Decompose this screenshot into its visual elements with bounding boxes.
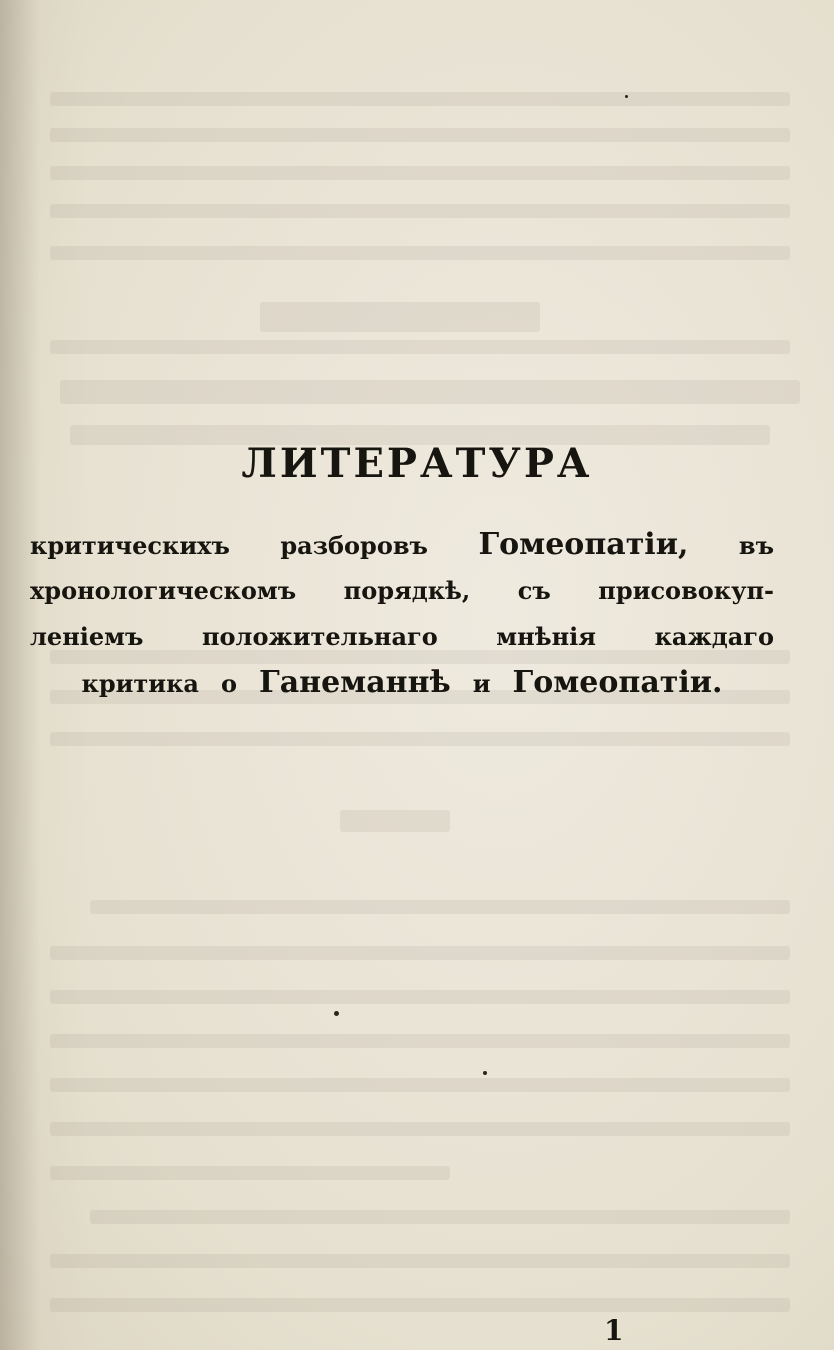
ink-speck — [625, 95, 628, 98]
word: критическихъ — [30, 531, 230, 560]
word: мнѣнія — [496, 622, 596, 651]
word: критика — [81, 669, 199, 698]
subtitle-line — [30, 614, 774, 660]
word: Гомеопатіи, — [478, 527, 689, 562]
word: съ — [517, 576, 551, 605]
page-title: ЛИТЕРАТУРА — [241, 440, 593, 487]
word: положительнаго — [201, 622, 438, 651]
word: и — [472, 669, 491, 698]
word: леніемъ — [30, 622, 144, 651]
subtitle-line — [30, 522, 774, 568]
word: хронологическомъ — [30, 576, 297, 605]
word: разборовъ — [280, 531, 428, 560]
subtitle — [30, 522, 774, 706]
word: Гомеопатіи. — [512, 665, 723, 700]
word: каждаго — [654, 622, 774, 651]
ink-speck — [334, 1011, 339, 1016]
word: Ганеманнѣ — [258, 665, 451, 700]
subtitle-line — [30, 660, 774, 706]
word: порядкѣ, — [343, 576, 471, 605]
ink-speck — [483, 1071, 487, 1075]
word: присовокуп- — [598, 576, 774, 605]
subtitle-line — [30, 568, 774, 614]
word: о — [220, 669, 237, 698]
word: въ — [738, 531, 774, 560]
page-number: 1 — [604, 1314, 624, 1347]
